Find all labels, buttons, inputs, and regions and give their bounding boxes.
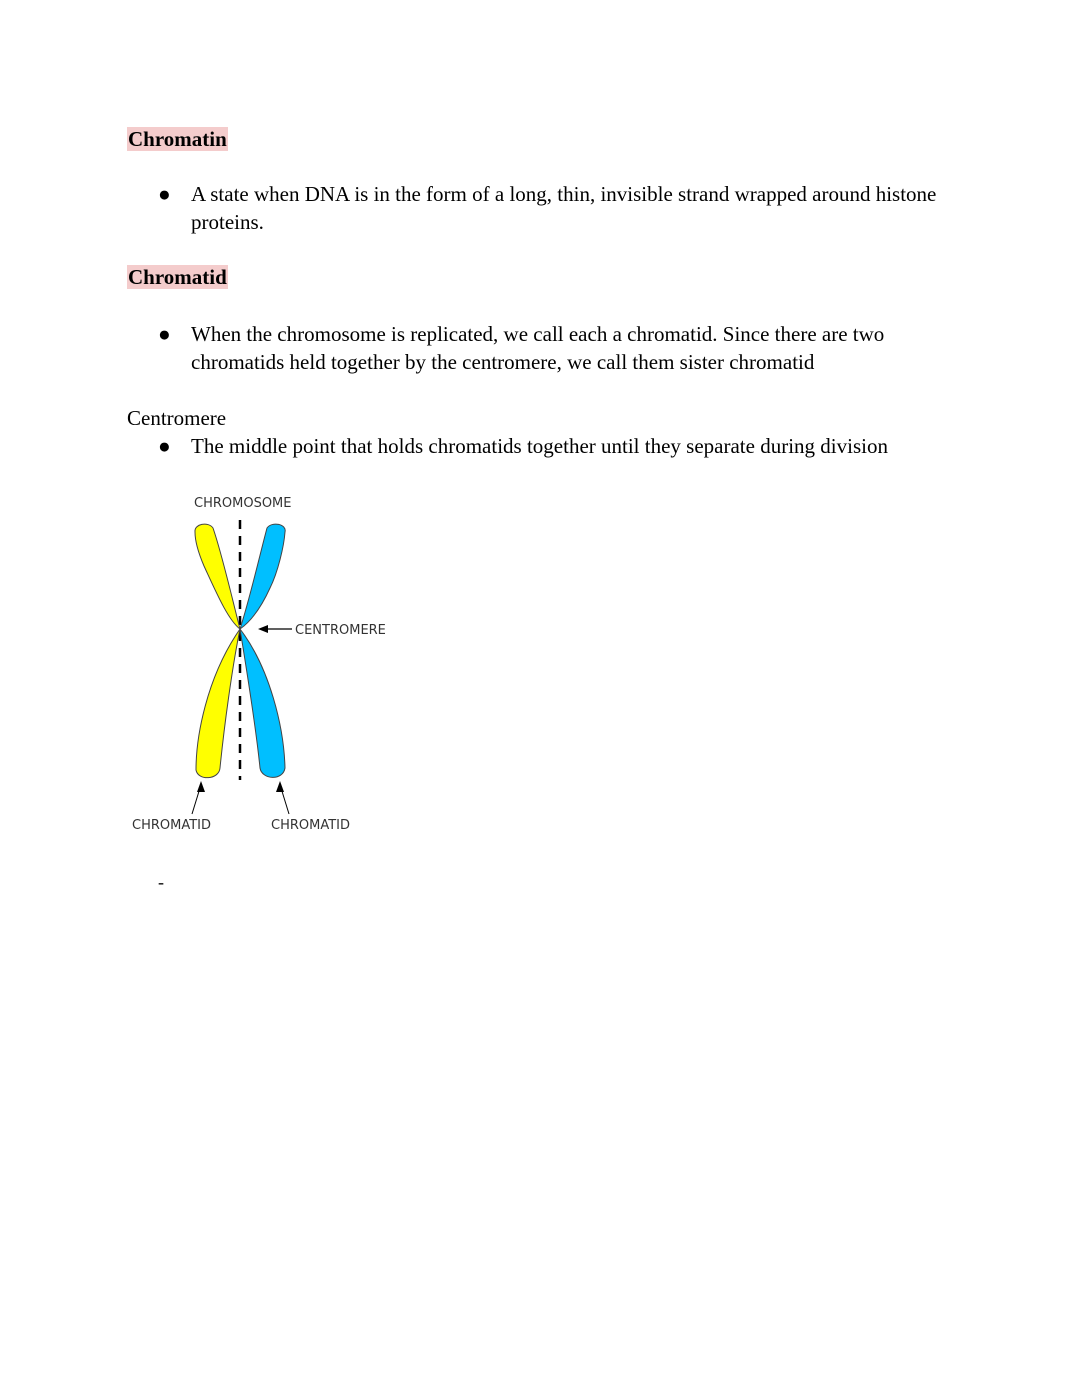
chromatin-heading xyxy=(127,127,228,151)
centromere-heading: Centromere xyxy=(127,406,227,430)
right-chromatid-arrowhead xyxy=(276,781,284,792)
centromere-label: CENTROMERE xyxy=(295,623,386,638)
left-chromatid-lower-arm xyxy=(196,629,240,778)
centromere-arrowhead xyxy=(258,625,268,633)
chromatin-definition: A state when DNA is in the form of a long, thin, invisible strand wrapped around histone proteins. xyxy=(191,182,937,234)
right-chromatid-label: CHROMATID xyxy=(271,818,351,833)
chromatid-heading-text: Chromatid xyxy=(128,265,227,289)
bullet-marker: ● xyxy=(158,182,171,206)
left-chromatid-upper-arm xyxy=(195,524,240,629)
centromere-definition: The middle point that holds chromatids together until they separate during division xyxy=(191,434,888,458)
right-chromatid-upper-arm xyxy=(240,524,285,629)
left-chromatid-arrowhead xyxy=(197,781,205,792)
chromosome-label: CHROMOSOME xyxy=(194,496,292,511)
bullet-marker: ● xyxy=(158,434,171,458)
bullet-marker: ● xyxy=(158,322,171,346)
chromatid-definition: When the chromosome is replicated, we call each a chromatid. Since there are two chromatids held together by the centromere, we call them sister chromatid xyxy=(191,322,885,374)
chromatid-heading xyxy=(127,265,228,289)
chromatin-heading-text: Chromatin xyxy=(128,127,227,151)
left-chromatid-label: CHROMATID xyxy=(132,818,212,833)
right-chromatid-lower-arm xyxy=(240,629,285,777)
trailing-dash: - xyxy=(158,872,164,892)
chromosome-diagram xyxy=(120,488,400,838)
